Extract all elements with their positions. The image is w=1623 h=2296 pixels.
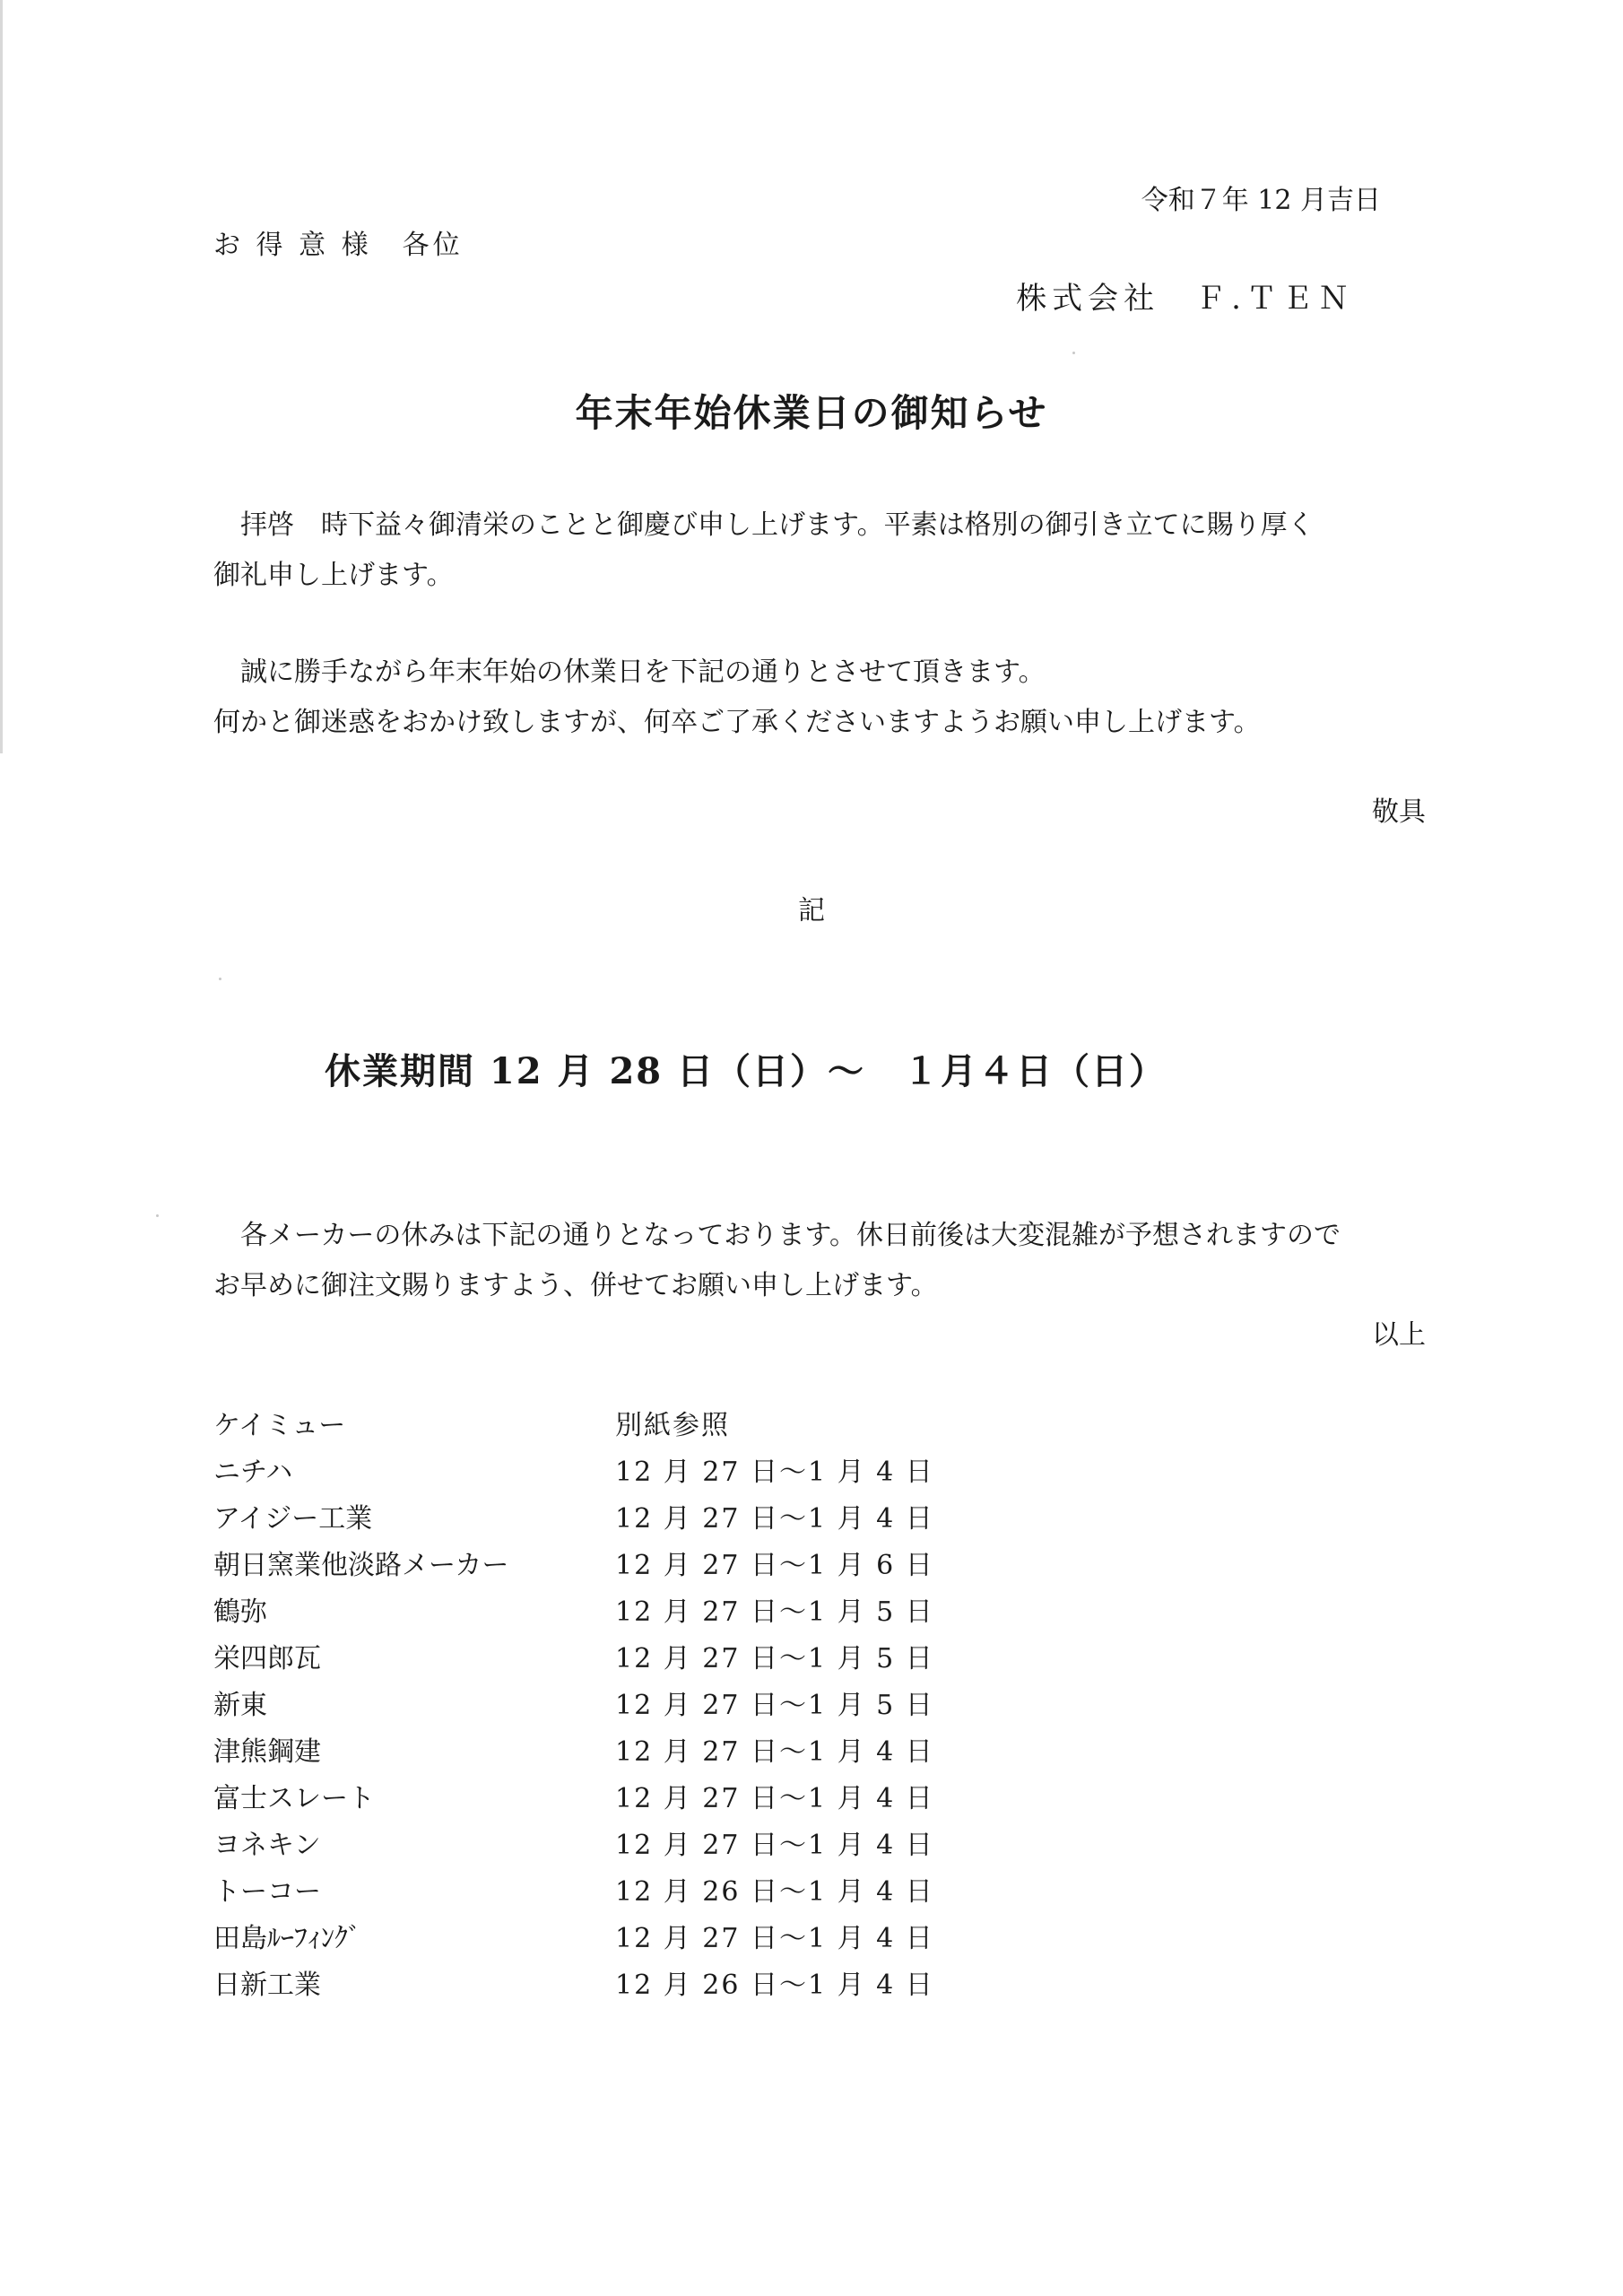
maker-period: 12 月 27 日～1 月 5 日 (615, 1643, 934, 1674)
maker-period: 12 月 27 日～1 月 4 日 (615, 1830, 934, 1861)
maker-name: 津熊鋼建 (213, 1736, 321, 1768)
maker-name: アイジー工業 (213, 1503, 373, 1535)
maker-name: ヨネキン (213, 1830, 321, 1861)
list-item (213, 1399, 934, 1446)
maker-name: 鶴弥 (213, 1596, 267, 1628)
ki-heading: 記 (798, 895, 825, 926)
scan-speck (156, 1214, 159, 1217)
scan-speck (219, 978, 221, 980)
list-item (213, 1866, 934, 1912)
greeting-paragraph (213, 500, 1315, 601)
maker-period: 12 月 27 日～1 月 4 日 (615, 1783, 934, 1814)
maker-holiday-list (213, 1399, 934, 2005)
list-item (213, 1772, 934, 1819)
list-item (213, 1632, 934, 1679)
list-item (213, 1912, 934, 1959)
maker-period: 別紙参照 (615, 1410, 730, 1441)
list-item (213, 1446, 934, 1492)
maker-name: 富士スレート (213, 1783, 375, 1814)
scan-speck (1072, 352, 1075, 354)
holiday-period: 休業期間 12 月 28 日（日）～ １月４日（日） (325, 1050, 1167, 1092)
maker-period: 12 月 26 日～1 月 4 日 (615, 1970, 934, 2001)
maker-name: トーコー (213, 1876, 321, 1908)
list-item (213, 1726, 934, 1772)
maker-name: 朝日窯業他淡路メーカー (213, 1550, 509, 1581)
paragraph-line: 拝啓 時下益々御清栄のことと御慶び申し上げます。平素は格別の御引き立てに賜り厚く (213, 509, 1315, 541)
recipient: お 得 意 様 各位 (213, 230, 464, 261)
document-date: 令和７年 12 月吉日 (1141, 185, 1381, 216)
maker-name: 田島ﾙｰﾌｨﾝｸﾞ (213, 1923, 361, 1954)
list-item (213, 1959, 934, 2005)
paragraph-line: お早めに御注文賜りますよう、併せてお願い申し上げます。 (213, 1270, 938, 1301)
document-title: 年末年始休業日の御知らせ (575, 391, 1048, 435)
paragraph-line: 御礼申し上げます。 (213, 560, 454, 591)
paragraph-line: 各メーカーの休みは下記の通りとなっております。休日前後は大変混雑が予想されますので (213, 1220, 1341, 1251)
closing-keigu: 敬具 (1372, 796, 1426, 828)
maker-name: 栄四郎瓦 (213, 1643, 321, 1674)
list-item (213, 1819, 934, 1866)
maker-notice-paragraph (213, 1211, 1341, 1311)
company-name: 株式会社 Ｆ.ＴＥＮ (1016, 281, 1354, 317)
maker-name: ニチハ (213, 1457, 293, 1488)
closing-ijo: 以上 (1372, 1319, 1426, 1351)
paragraph-line: 誠に勝手ながら年末年始の休業日を下記の通りとさせて頂きます。 (213, 657, 1046, 688)
maker-period: 12 月 27 日～1 月 4 日 (615, 1736, 934, 1768)
maker-period: 12 月 27 日～1 月 6 日 (615, 1550, 934, 1581)
list-item (213, 1679, 934, 1726)
maker-name: 新東 (213, 1690, 267, 1721)
maker-name: 日新工業 (213, 1970, 321, 2001)
maker-period: 12 月 27 日～1 月 4 日 (615, 1503, 934, 1535)
scan-page-edge (0, 0, 3, 753)
list-item (213, 1586, 934, 1632)
maker-period: 12 月 27 日～1 月 4 日 (615, 1923, 934, 1954)
notice-paragraph (213, 648, 1261, 748)
list-item (213, 1492, 934, 1539)
paragraph-line: 何かと御迷惑をおかけ致しますが、何卒ご了承くださいますようお願い申し上げます。 (213, 707, 1261, 738)
maker-period: 12 月 26 日～1 月 4 日 (615, 1876, 934, 1908)
maker-period: 12 月 27 日～1 月 5 日 (615, 1596, 934, 1628)
maker-period: 12 月 27 日～1 月 5 日 (615, 1690, 934, 1721)
maker-period: 12 月 27 日～1 月 4 日 (615, 1457, 934, 1488)
maker-name: ケイミュー (213, 1410, 346, 1441)
list-item (213, 1539, 934, 1586)
